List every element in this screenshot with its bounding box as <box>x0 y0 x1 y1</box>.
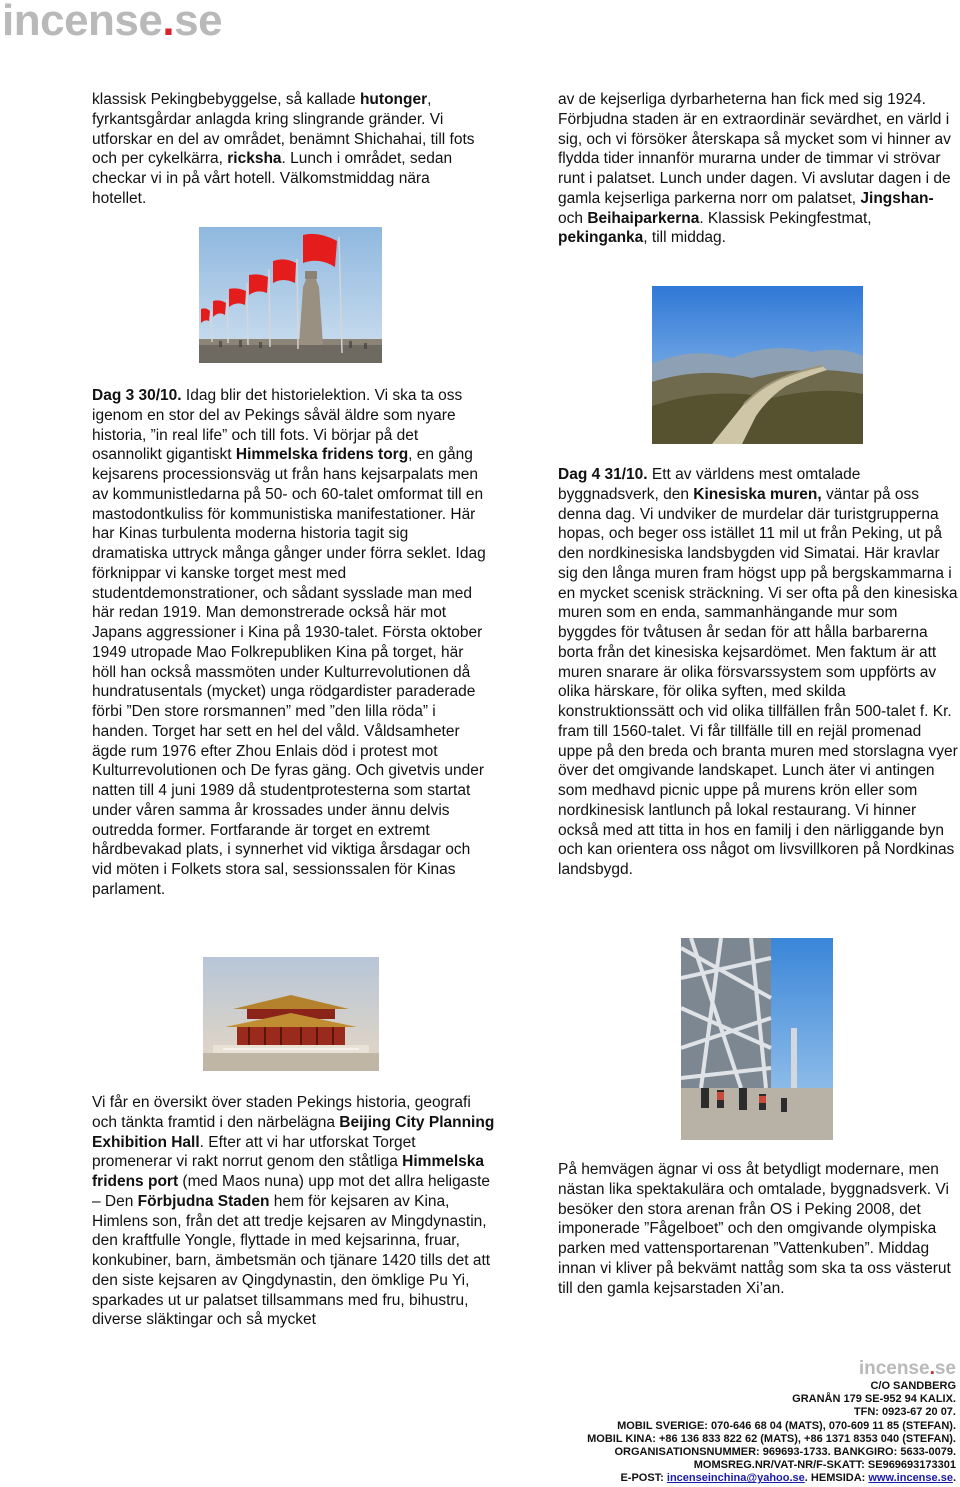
text-segment: hem för kejsaren av Kina, Himlens son, från det att tredje kejsaren av Mingdynastin, den kraftfulle Yongle, flyttade in med kejsarinna, fruar, konkubiner, barn, ämbetsmän och tjänare 1420 tills det att den siste kejsaren av Qingdynastin, den ömklige Pu Yi, sparkades ut ur palatset tillsammans med fru, bihustru, diverse släktingar och så mycket <box>92 1192 491 1329</box>
birds-nest-stadium-photo <box>681 938 833 1140</box>
bold-term-hutonger: hutonger <box>359 91 428 108</box>
text-segment: , till middag. <box>643 229 726 247</box>
bold-term-kinesiska-muren: Kinesiska muren, <box>693 485 822 503</box>
olympic-park-paragraph <box>558 1160 958 1298</box>
bold-term-pekinganka: pekinganka <box>558 229 644 247</box>
footer-line-phone: TFN: 0923-67 20 07. <box>853 1406 956 1419</box>
forbidden-city-photo <box>203 957 379 1071</box>
logo-name: incense <box>2 0 163 45</box>
forbidden-city-paragraph <box>92 1093 497 1330</box>
text-segment: väntar på oss denna dag. Vi undviker de murdelar där turistgrupperna hopas, och beger oss istället 11 mil ut från Peking, ut på den nordkinesiska landsbygden vid Simatai. Här kravlar sig den långa muren fram högst upp på bergskammarna i en mycket scenisk sträckning. Vi ser ofta på den kinesiska muren som en enda, sammanhängande mur som byggdes för tvåtusen år sedan för att hålla barbarerna borta från det kinesiska kejsardömet. Men faktum är att muren snarare är olika försvarssystem som uppförts av olika härskare, för olika syften, med skilda konstruktionssätt och vid olika tillfällen från 500-talet f. Kr. fram till 1560-talet. Vi får tillfälle till en rejäl promenad uppe på den breda och branta muren med storslagna vyer över det omgivande landskapet. Lunch äter vi antingen som medhavd picnic uppe på murens krön eller som nordkinesisk lantlunch på lokal restaurang. Vi hinner också med att titta in hos en familj i den närliggande byn och kan orientera oss något om livsvillkoren på Nordkinas landsbygd. <box>558 485 958 878</box>
text-segment: av de kejserliga dyrbarheterna han fick med sig 1924. Förbjudna staden är en extraordinär sevärdhet, en värld i sig, och vi försöker återskapa så mycket som vi hinner av flydda tider innanför murarna under de timmar vi strövar runt i palatset. Lunch under dagen. Vi avslutar dagen i de gamla kejserliga parkerna norr om palatset, <box>558 91 951 207</box>
bold-term-beihai: Beihaiparkerna <box>587 209 700 227</box>
day2-continuation-paragraph <box>92 90 487 209</box>
website-link[interactable]: www.incense.se <box>868 1472 953 1485</box>
day3-paragraph <box>92 386 487 900</box>
great-wall-photo <box>652 286 863 444</box>
bold-term-himmelska-fridens-port: Himmelska fridens port <box>92 1153 485 1190</box>
footer-logo-tld: se <box>934 1358 956 1379</box>
day4-paragraph <box>558 465 958 880</box>
footer-line-address: GRANÅN 179 SE-952 94 KALIX. <box>792 1393 956 1406</box>
text-segment: . Efter att vi har utforskat Torget promenerar vi rakt norrut genom den ståtliga <box>92 1133 416 1171</box>
bold-term-forbjudna-staden: Förbjudna Staden <box>137 1192 270 1210</box>
footer-line-mobile-china: MOBIL KINA: +86 136 833 822 62 (MATS), +86 1371 8353 040 (STEFAN). <box>587 1432 956 1445</box>
footer-line-co: C/O SANDBERG <box>870 1380 956 1392</box>
footer-logo-name: incense <box>858 1358 930 1379</box>
text-segment: . Lunch i området, sedan checkar vi in på vårt hotell. Välkomstmiddag nära hotellet. <box>92 150 453 207</box>
day3-heading: Dag 3 30/10. <box>92 387 182 404</box>
footer-logo <box>587 1358 956 1380</box>
footer-line-mobile-sweden: MOBIL SVERIGE: 070-646 68 04 (MATS), 070-609 11 85 (STEFAN). <box>617 1419 956 1432</box>
text-segment: , fyrkantsgårdar anlagda kring slingrande gränder. Vi utforskar en del av området, benämnt Shichahai, till fots och per cykelkärra, <box>92 91 475 168</box>
text-segment: och <box>558 209 588 227</box>
email-label: E-POST: <box>620 1472 667 1485</box>
text-segment: På hemvägen ägnar vi oss åt betydligt modernare, men nästan lika spektakulära och omtalade, byggnadsverk. Vi besöker den stora arenan från OS i Peking 2008, det imponerade ”Fågelboet” och den omgivande olympiska parken med vattensportarenan ”Vattenkuben”. Middag innan vi kliver på bekvämt nattåg som ska ta oss västerut till den gamla kejsarstaden Xi’an. <box>558 1161 951 1297</box>
website-label: . HEMSIDA: <box>804 1472 869 1485</box>
text-segment: Vi får en översikt över staden Pekings historia, geografi och tänkta framtid i den närbelägna <box>92 1094 471 1131</box>
day4-heading: Dag 4 31/10. <box>558 466 648 483</box>
footer-line-contact <box>587 1472 956 1485</box>
text-segment: klassisk Pekingbebyggelse, så kallade <box>92 91 360 108</box>
text-segment: (med Maos nuna) upp mot det allra heligaste – Den <box>92 1173 491 1210</box>
bold-term-jingshan: Jingshan- <box>860 189 934 207</box>
footer-logo-dot: . <box>929 1358 935 1379</box>
text-segment: Idag blir det historielektion. Vi ska ta oss igenom en stor del av Pekings såväl äldre som nyare historia, ”in real life” och till fots. Vi börjar på det osannolikt gigantiskt <box>92 387 463 464</box>
forbidden-city-continuation-paragraph <box>558 90 958 248</box>
bold-term-planning-exhibition-hall: Beijing City Planning Exhibition Hall <box>92 1113 495 1151</box>
email-link[interactable]: incenseinchina@yahoo.se <box>666 1472 805 1485</box>
footer-period: . <box>952 1472 956 1485</box>
contact-footer <box>587 1358 956 1486</box>
logo-dot: . <box>162 0 175 45</box>
bold-term-ricksha: ricksha <box>227 150 282 168</box>
brand-logo <box>2 0 222 46</box>
tiananmen-flags-photo <box>199 227 382 363</box>
text-segment: , en gång kejsarens processionsväg ut från hans kejsarpalats men av kommunistledarna på 50- och 60-talet omformat till en mastodontkuliss för kommunistiska manifestationer. Här har Kinas turbulenta moderna historia tagit sig dramatiska uttryck många gånger under förra seklet. Idag förknippar vi kanske torget mest med studentdemonstrationer, och sådant sysslade man med här redan 1919. Man demonstrerade också här mot Japans aggressioner i Kina på 1930-talet. Första oktober 1949 utropade Mao Folkrepubliken Kina på torget, här höll han också massmöten under Kulturrevolutionen då hundratusentals (mycket) unga rödgardister paraderade förbi ”Den store rorsmannen” med ”den lilla röda” i handen. Torget har sett en hel del våld. Våldsamheter ägde rum 1976 efter Zhou Enlais död i protest mot Kulturrevolutionen och De fyras gäng. Och givetvis under natten till 4 juni 1989 då studentprotesterna som startat under våren samma år krossades under ännu delvis outredda former. Fortfarande är torget en extremt hårdbevakad plats, i synnerhet vid viktiga årsdagar och vid möten i Folkets stora sal, sessionssalen för Kinas parlament. <box>92 446 486 898</box>
text-segment: Ett av världens mest omtalade byggnadsverk, den <box>558 466 861 503</box>
bold-term-himmelska-fridens-torg: Himmelska fridens torg <box>235 446 409 464</box>
footer-line-vat: MOMSREG.NR/VAT-NR/F-SKATT: SE969693173301 <box>693 1459 956 1472</box>
text-segment: . Klassisk Pekingfestmat, <box>699 209 872 227</box>
footer-line-org-number: ORGANISATIONSNUMMER: 969693-1733. BANKGIRO: 5633-0079. <box>614 1446 956 1459</box>
logo-tld: se <box>174 0 223 45</box>
